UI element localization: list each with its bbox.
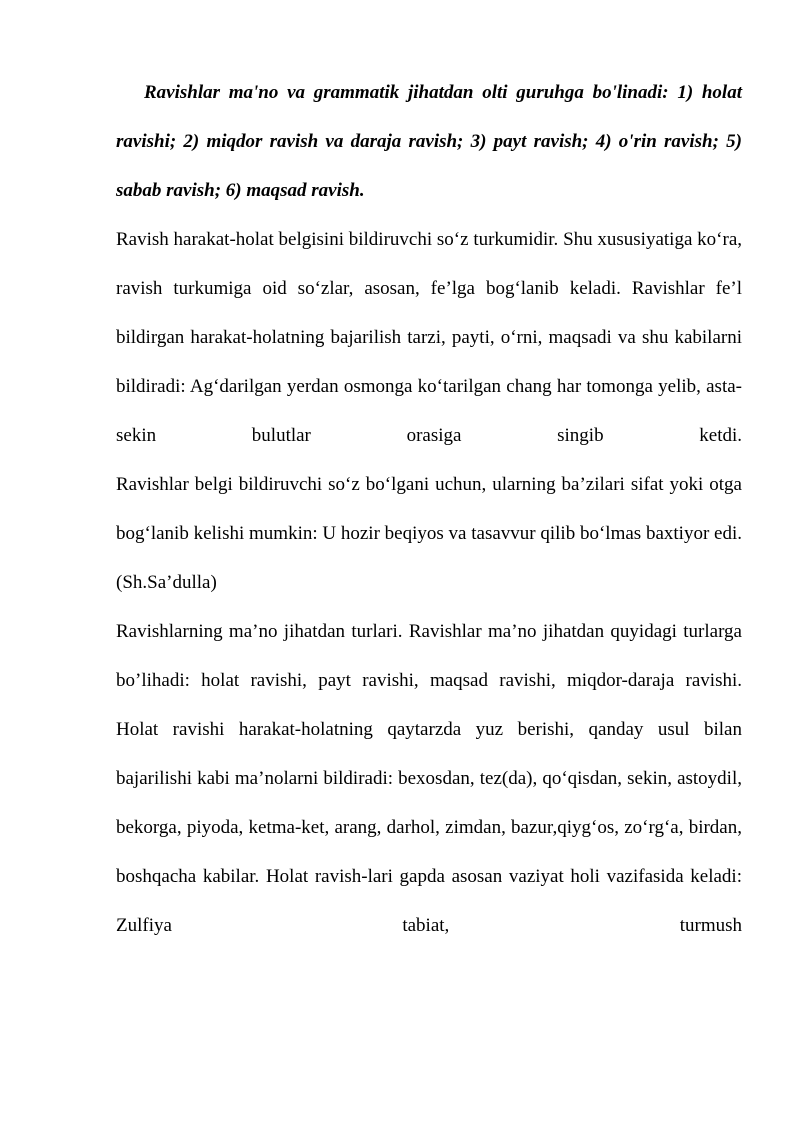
intro-paragraph: Ravishlar ma'no va grammatik jihatdan olti guruhga bo'linadi: 1) holat ravishi; 2) miqdor ravish va daraja ravish; 3) payt ravish; 4) o'rin ravish; 5) sabab ravish; 6) maqsad ravish. [116, 82, 742, 201]
definition-paragraph: Ravish harakat-holat belgisini bildiruvchi so‘z turkumidir. Shu xususiyatiga ko‘ra, ravish turkumiga oid so‘zlar, asosan, fe’lga bog‘lanib keladi. Ravishlar fe’l bildirgan harakat-holatning bajarilish tarzi, payti, o‘rni, maqsadi va shu kabilarni bildiradi: Ag‘darilgan yerdan osmonga ko‘tarilgan chang har tomonga yelib, asta-sekin bulutlar orasiga singib ketdi. [116, 229, 742, 446]
document-page [116, 68, 742, 950]
turlari-paragraph: Ravishlarning ma’no jihatdan turlari. Ravishlar ma’no jihatdan quyidagi turlarga bo’lihadi: holat ravishi, payt ravishi, maqsad ravishi, miqdor-daraja ravishi. [116, 621, 742, 691]
holat-paragraph: Holat ravishi harakat-holatning qaytarzda yuz berishi, qanday usul bilan bajarilishi kabi ma’nolarni bildiradi: bexosdan, tez(da), qo‘qisdan, sekin, astoydil, bekorga, piyoda, ketma-ket, arang, darhol, zimdan, bazur,qiyg‘os, zo‘rg‘a, birdan, boshqacha kabilar. Holat ravish-lari gapda asosan vaziyat holi vazifasida keladi: Zulfiya tabiat, turmush [116, 719, 742, 936]
sifat-paragraph: Ravishlar belgi bildiruvchi so‘z bo‘lgani uchun, ularning ba’zilari sifat yoki otga bog‘lanib kelishi mumkin: U hozir beqiyos va tasavvur qilib bo‘lmas baxtiyor edi. (Sh.Sa’dulla) [116, 474, 742, 593]
